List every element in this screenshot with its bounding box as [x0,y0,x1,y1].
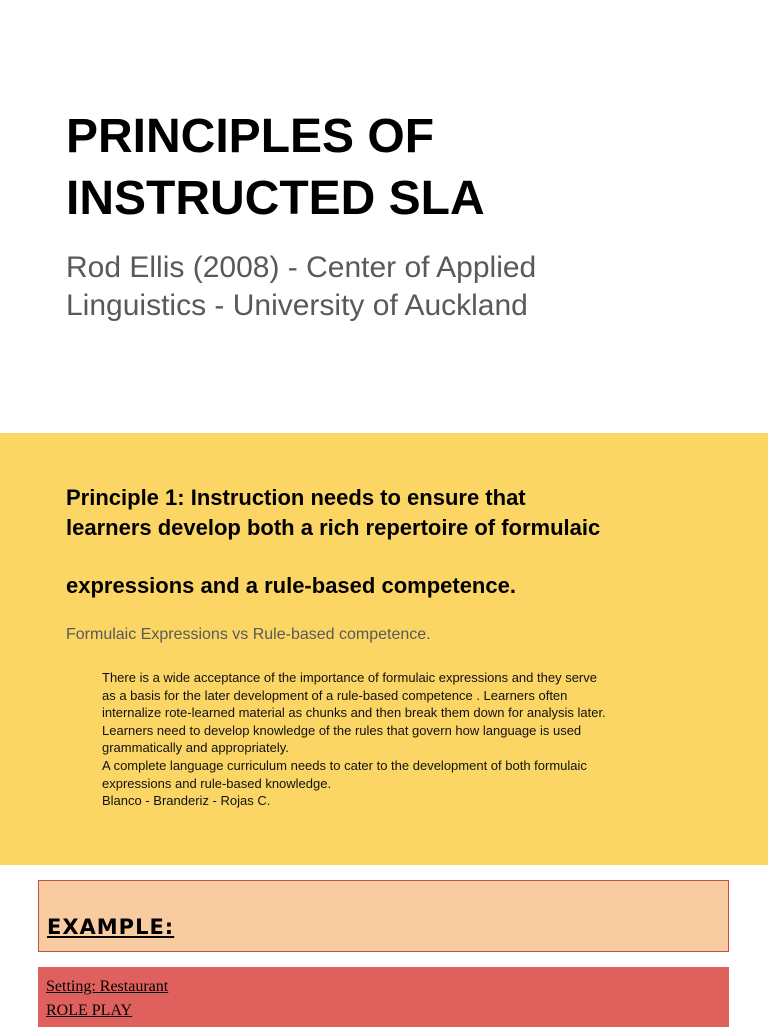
principle-subheading: Formulaic Expressions vs Rule-based competence. [66,626,431,643]
title-line: INSTRUCTED SLA [66,172,485,225]
title-line: PRINCIPLES OF [66,110,435,163]
principle-slide [0,433,768,865]
example-box [38,880,729,952]
principle-body [102,669,702,810]
body-line: grammatically and appropriately. [102,740,289,756]
body-line: Learners need to develop knowledge of the rules that govern how language is used [102,722,582,738]
slide-title [66,106,485,230]
slide-subtitle [66,249,536,325]
example-label: EXAMPLE: [47,915,175,939]
principle-heading [66,483,726,601]
body-line: There is a wide acceptance of the importance of formulaic expressions and they serve [102,670,597,685]
title-slide [0,0,768,433]
body-line: A complete language curriculum needs to cater to the development of both formulaic [102,757,587,773]
heading-line: Principle 1: Instruction needs to ensure that [66,485,526,510]
subtitle-line: Rod Ellis (2008) - Center of Applied [66,251,537,284]
setting-text: Setting: Restaurant [46,978,169,995]
roleplay-box [38,967,729,1027]
body-line: Blanco - Branderiz - Rojas C. [102,793,271,809]
body-line: internalize rote-learned material as chunks and then break them down for analysis later. [102,705,606,721]
heading-line: expressions and a rule-based competence. [66,573,516,598]
example-slide [0,865,768,1024]
heading-line: learners develop both a rich repertoire of formulaic [66,515,601,540]
body-line: as a basis for the later development of a rule-based competence . Learners often [102,687,568,703]
body-line: expressions and rule-based knowledge. [102,775,332,791]
subtitle-line: Linguistics - University of Auckland [66,289,528,322]
role-play-text: ROLE PLAY [46,1002,133,1019]
